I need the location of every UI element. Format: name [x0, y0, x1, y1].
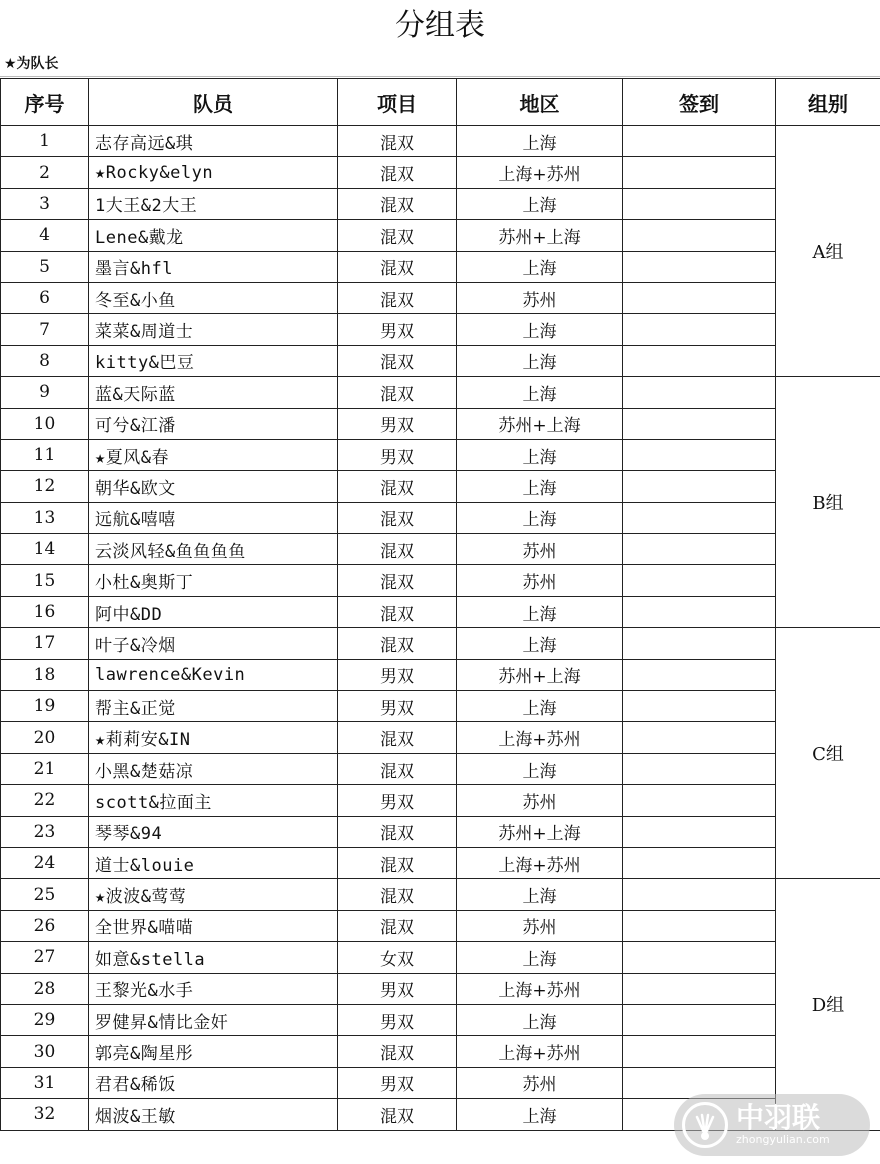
table-row	[1, 251, 880, 282]
divider	[0, 76, 880, 77]
row-event: 混双	[338, 753, 457, 784]
row-region: 上海	[457, 942, 623, 973]
group-label: B组	[776, 377, 880, 628]
group-label: C组	[776, 628, 880, 879]
row-no: 12	[1, 471, 89, 502]
table-row	[1, 879, 880, 910]
table-row	[1, 439, 880, 470]
row-member: scott&拉面主	[89, 785, 338, 816]
row-checkin	[623, 157, 776, 188]
row-event: 男双	[338, 691, 457, 722]
table-row	[1, 565, 880, 596]
row-region: 上海	[457, 596, 623, 627]
row-member: 可兮&江潘	[89, 408, 338, 439]
row-no: 10	[1, 408, 89, 439]
row-event: 男双	[338, 785, 457, 816]
row-checkin	[623, 691, 776, 722]
row-event: 男双	[338, 659, 457, 690]
table-row	[1, 722, 880, 753]
row-member: 蓝&天际蓝	[89, 377, 338, 408]
row-region: 上海	[457, 377, 623, 408]
row-checkin	[623, 1036, 776, 1067]
row-no: 15	[1, 565, 89, 596]
header-row	[1, 79, 880, 126]
row-checkin	[623, 942, 776, 973]
row-event: 男双	[338, 973, 457, 1004]
row-event: 男双	[338, 1067, 457, 1098]
row-no: 26	[1, 910, 89, 941]
row-event: 混双	[338, 220, 457, 251]
row-region: 上海	[457, 753, 623, 784]
row-checkin	[623, 910, 776, 941]
row-region: 上海	[457, 691, 623, 722]
row-no: 7	[1, 314, 89, 345]
table-row	[1, 816, 880, 847]
table-row	[1, 973, 880, 1004]
row-event: 男双	[338, 1004, 457, 1035]
table-row	[1, 345, 880, 376]
row-checkin	[623, 879, 776, 910]
row-event: 混双	[338, 345, 457, 376]
table-row	[1, 628, 880, 659]
row-region: 苏州	[457, 910, 623, 941]
table-row	[1, 1004, 880, 1035]
row-event: 混双	[338, 879, 457, 910]
row-member: Lene&戴龙	[89, 220, 338, 251]
row-no: 6	[1, 282, 89, 313]
group-label: D组	[776, 879, 880, 1130]
grouping-table	[0, 78, 880, 1134]
header-event: 项目	[338, 79, 457, 126]
row-region: 上海	[457, 126, 623, 157]
table-row	[1, 596, 880, 627]
row-member: 小杜&奥斯丁	[89, 565, 338, 596]
row-member: ★波波&莺莺	[89, 879, 338, 910]
row-member: 远航&嘻嘻	[89, 502, 338, 533]
row-checkin	[623, 377, 776, 408]
row-checkin	[623, 628, 776, 659]
row-region: 上海	[457, 628, 623, 659]
header-member: 队员	[89, 79, 338, 126]
row-member: 琴琴&94	[89, 816, 338, 847]
row-checkin	[623, 282, 776, 313]
row-region: 上海	[457, 314, 623, 345]
row-no: 24	[1, 847, 89, 878]
row-event: 混双	[338, 565, 457, 596]
table-body	[1, 126, 880, 1134]
row-region: 上海+苏州	[457, 847, 623, 878]
header-no: 序号	[1, 79, 89, 126]
row-checkin	[623, 502, 776, 533]
row-region: 上海	[457, 502, 623, 533]
header-checkin: 签到	[623, 79, 776, 126]
row-no: 4	[1, 220, 89, 251]
row-checkin	[623, 659, 776, 690]
row-region: 苏州	[457, 785, 623, 816]
table-row	[1, 910, 880, 941]
table-row	[1, 1036, 880, 1067]
row-member: 朝华&欧文	[89, 471, 338, 502]
row-event: 女双	[338, 942, 457, 973]
table-row	[1, 220, 880, 251]
row-member: lawrence&Kevin	[89, 659, 338, 690]
table-row	[1, 157, 880, 188]
watermark-logo	[674, 1094, 870, 1156]
row-checkin	[623, 1004, 776, 1035]
row-region: 上海	[457, 1004, 623, 1035]
row-region: 上海+苏州	[457, 973, 623, 1004]
row-event: 混双	[338, 1036, 457, 1067]
table-row	[1, 785, 880, 816]
row-event: 混双	[338, 251, 457, 282]
row-no: 28	[1, 973, 89, 1004]
row-no: 5	[1, 251, 89, 282]
row-checkin	[623, 251, 776, 282]
table-row	[1, 502, 880, 533]
row-member: 王黎光&水手	[89, 973, 338, 1004]
row-event: 混双	[338, 722, 457, 753]
header-region: 地区	[457, 79, 623, 126]
row-member: ★夏风&春	[89, 439, 338, 470]
page-title: 分组表	[395, 8, 485, 43]
row-checkin	[623, 471, 776, 502]
row-checkin	[623, 565, 776, 596]
row-region: 苏州	[457, 534, 623, 565]
row-checkin	[623, 973, 776, 1004]
row-no: 9	[1, 377, 89, 408]
row-member: 罗健昇&情比金奸	[89, 1004, 338, 1035]
row-checkin	[623, 126, 776, 157]
row-member: 志存高远&琪	[89, 126, 338, 157]
row-checkin	[623, 314, 776, 345]
table-row	[1, 126, 880, 157]
row-no: 20	[1, 722, 89, 753]
row-event: 混双	[338, 596, 457, 627]
row-checkin	[623, 816, 776, 847]
row-member: 1大王&2大王	[89, 188, 338, 219]
row-region: 苏州+上海	[457, 408, 623, 439]
row-member: 云淡风轻&鱼鱼鱼鱼	[89, 534, 338, 565]
row-no: 18	[1, 659, 89, 690]
row-event: 男双	[338, 408, 457, 439]
table-row	[1, 282, 880, 313]
row-event: 混双	[338, 126, 457, 157]
row-member: ★Rocky&elyn	[89, 157, 338, 188]
row-no: 30	[1, 1036, 89, 1067]
row-no: 11	[1, 439, 89, 470]
row-checkin	[623, 847, 776, 878]
row-region: 苏州+上海	[457, 220, 623, 251]
row-no: 21	[1, 753, 89, 784]
row-member: 全世界&喵喵	[89, 910, 338, 941]
table-row	[1, 847, 880, 878]
row-region: 上海	[457, 345, 623, 376]
row-no: 31	[1, 1067, 89, 1098]
row-no: 2	[1, 157, 89, 188]
table-row	[1, 471, 880, 502]
row-no: 29	[1, 1004, 89, 1035]
row-region: 苏州	[457, 565, 623, 596]
row-no: 17	[1, 628, 89, 659]
row-event: 男双	[338, 314, 457, 345]
row-no: 25	[1, 879, 89, 910]
table-row	[1, 659, 880, 690]
row-event: 混双	[338, 502, 457, 533]
table-row	[1, 408, 880, 439]
row-member: 君君&稀饭	[89, 1067, 338, 1098]
row-event: 混双	[338, 377, 457, 408]
row-member: 小黑&楚菇凉	[89, 753, 338, 784]
row-checkin	[623, 785, 776, 816]
row-member: 道士&louie	[89, 847, 338, 878]
row-member: 如意&stella	[89, 942, 338, 973]
row-event: 混双	[338, 471, 457, 502]
row-no: 32	[1, 1099, 89, 1130]
row-region: 苏州	[457, 1067, 623, 1098]
row-no: 22	[1, 785, 89, 816]
row-member: 菜菜&周道士	[89, 314, 338, 345]
table-row	[1, 377, 880, 408]
row-checkin	[623, 596, 776, 627]
row-event: 混双	[338, 910, 457, 941]
row-event: 混双	[338, 188, 457, 219]
row-event: 混双	[338, 1099, 457, 1130]
row-no: 23	[1, 816, 89, 847]
table-row	[1, 691, 880, 722]
table-row	[1, 188, 880, 219]
row-event: 混双	[338, 816, 457, 847]
row-region: 苏州	[457, 282, 623, 313]
row-checkin	[623, 439, 776, 470]
row-region: 上海	[457, 1099, 623, 1130]
row-no: 3	[1, 188, 89, 219]
row-region: 苏州+上海	[457, 816, 623, 847]
row-event: 混双	[338, 847, 457, 878]
row-no: 13	[1, 502, 89, 533]
row-event: 混双	[338, 628, 457, 659]
row-region: 苏州+上海	[457, 659, 623, 690]
table-row	[1, 534, 880, 565]
row-no: 27	[1, 942, 89, 973]
row-member: 墨言&hfl	[89, 251, 338, 282]
row-region: 上海	[457, 251, 623, 282]
row-region: 上海	[457, 439, 623, 470]
row-region: 上海+苏州	[457, 1036, 623, 1067]
row-member: kitty&巴豆	[89, 345, 338, 376]
row-no: 8	[1, 345, 89, 376]
row-no: 14	[1, 534, 89, 565]
row-member: 阿中&DD	[89, 596, 338, 627]
row-checkin	[623, 345, 776, 376]
row-region: 上海	[457, 471, 623, 502]
row-checkin	[623, 220, 776, 251]
row-region: 上海+苏州	[457, 157, 623, 188]
table-row	[1, 753, 880, 784]
row-region: 上海	[457, 879, 623, 910]
row-checkin	[623, 188, 776, 219]
table-row	[1, 942, 880, 973]
row-no: 1	[1, 126, 89, 157]
row-no: 19	[1, 691, 89, 722]
row-region: 上海	[457, 188, 623, 219]
table-row	[1, 314, 880, 345]
watermark-url: zhongyulian.com	[736, 1133, 830, 1146]
row-member: ★莉莉安&IN	[89, 722, 338, 753]
row-member: 叶子&冷烟	[89, 628, 338, 659]
row-checkin	[623, 408, 776, 439]
row-region: 上海+苏州	[457, 722, 623, 753]
row-checkin	[623, 534, 776, 565]
captain-note: ★为队长	[4, 56, 59, 72]
row-no: 16	[1, 596, 89, 627]
group-label: A组	[776, 126, 880, 377]
row-event: 混双	[338, 157, 457, 188]
row-event: 混双	[338, 282, 457, 313]
watermark-name: 中羽联	[736, 1101, 821, 1134]
row-member: 郭亮&陶星彤	[89, 1036, 338, 1067]
header-group: 组别	[776, 79, 880, 126]
row-checkin	[623, 722, 776, 753]
row-member: 帮主&正觉	[89, 691, 338, 722]
row-checkin	[623, 753, 776, 784]
row-event: 男双	[338, 439, 457, 470]
row-member: 冬至&小鱼	[89, 282, 338, 313]
row-member: 烟波&王敏	[89, 1099, 338, 1130]
row-event: 混双	[338, 534, 457, 565]
shuttlecock-icon	[682, 1102, 728, 1148]
